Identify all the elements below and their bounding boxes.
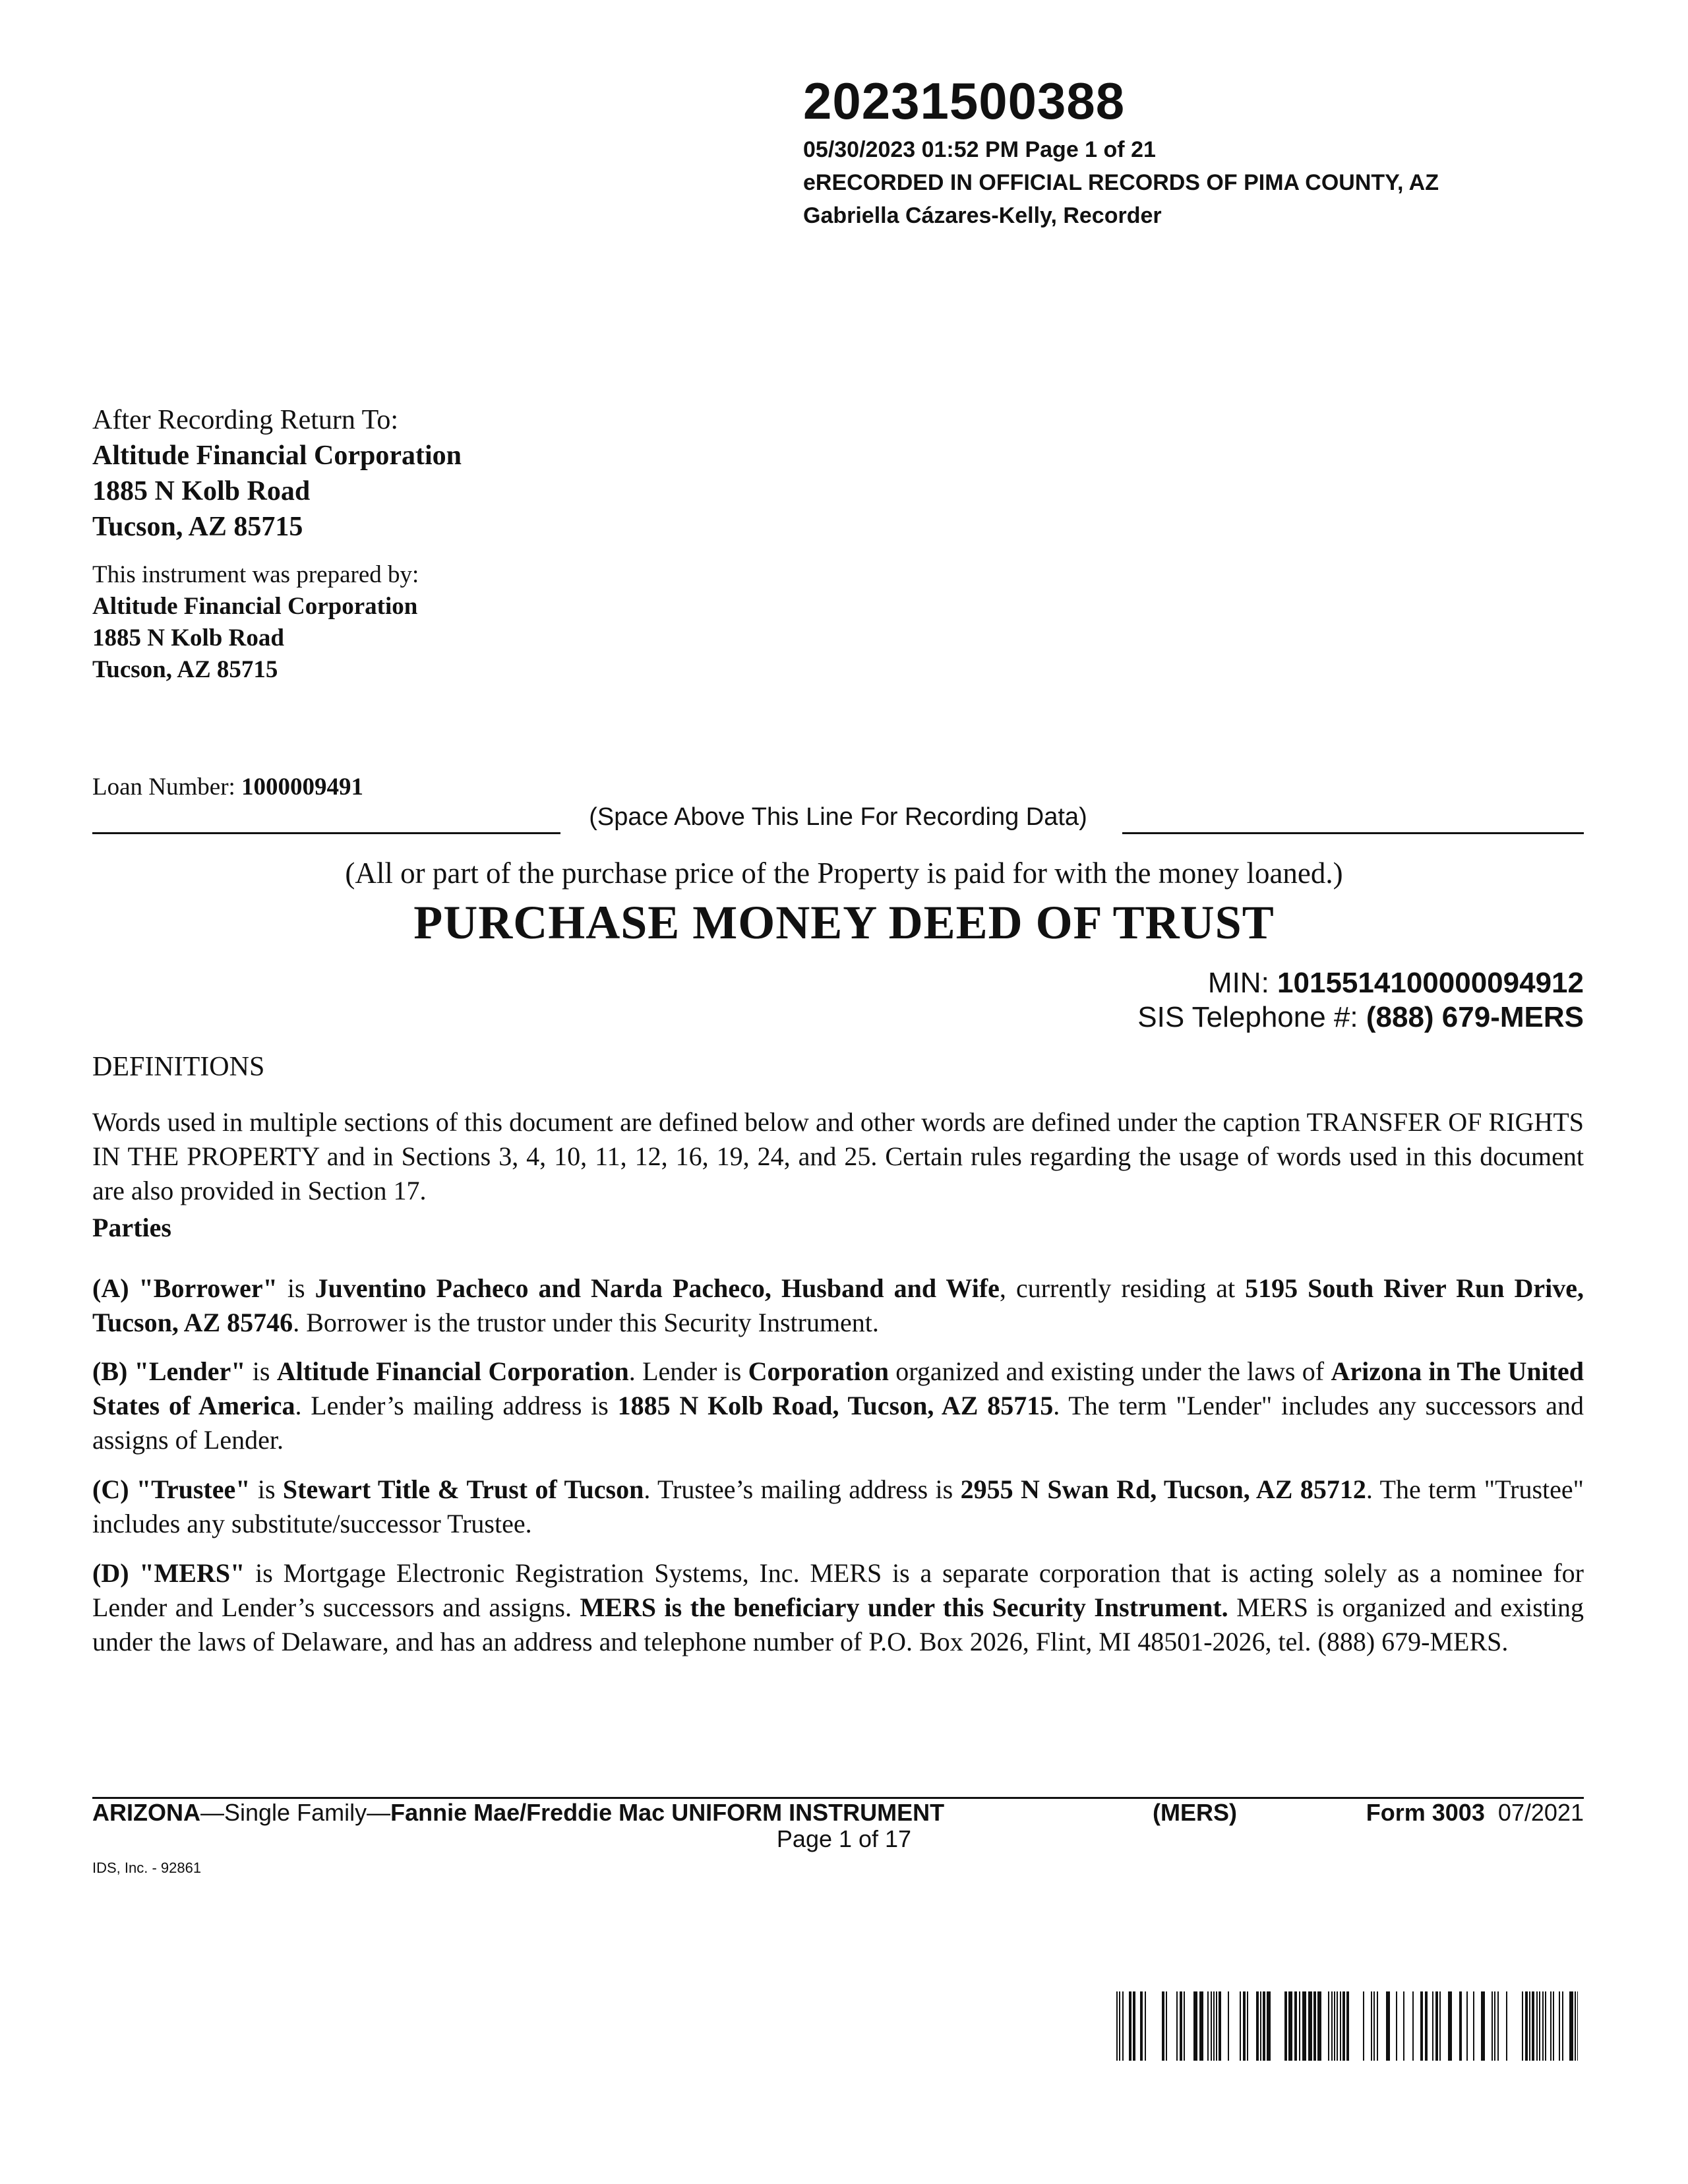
- barcode-bar: [1494, 1991, 1495, 2061]
- party-b-text-5: . The term "Lender" includes any successors and assigns of Lender.: [92, 1391, 1584, 1455]
- party-b-label: (B) "Lender": [92, 1356, 246, 1386]
- barcode-bar: [1575, 1991, 1576, 2061]
- prepared-by-city: Tucson, AZ 85715: [92, 656, 278, 683]
- loan-number-label: Loan Number:: [92, 774, 235, 801]
- barcode-bar: [1532, 1991, 1534, 2061]
- lender-jurisdiction: Arizona in The United States of America: [92, 1356, 1584, 1420]
- barcode-bar: [1216, 1991, 1217, 2061]
- barcode-bar: [1569, 1991, 1573, 2061]
- barcode-bar: [1432, 1991, 1433, 2061]
- barcode-bar: [1284, 1991, 1287, 2061]
- barcode-bar: [1492, 1991, 1493, 2061]
- return-to-block: [92, 402, 462, 545]
- recording-office: eRECORDED IN OFFICIAL RECORDS OF PIMA COUNTY, AZ: [803, 170, 1439, 195]
- barcode-bar: [1545, 1991, 1546, 2061]
- prepared-by-heading: This instrument was prepared by:: [92, 561, 419, 588]
- barcode-bar: [1536, 1991, 1538, 2061]
- barcode-bar: [1140, 1991, 1143, 2061]
- lender-entity: Corporation: [748, 1356, 889, 1386]
- barcode-bar: [1525, 1991, 1528, 2061]
- barcode-bar: [1240, 1991, 1241, 2061]
- barcode-bar: [1529, 1991, 1530, 2061]
- party-d-text-2: MERS is organized and existing under the laws of Delaware, and has an address and telephone number of P.O. Box 2026, Flint, MI 48501-2026, tel. (888) 679-MERS.: [92, 1592, 1584, 1656]
- footer-mers: (MERS): [1153, 1799, 1237, 1826]
- barcode-bar: [1403, 1991, 1404, 2061]
- party-c-text-3: . The term "Trustee" includes any substitute/successor Trustee.: [92, 1474, 1584, 1538]
- barcode-bar: [1553, 1991, 1554, 2061]
- party-b-text-2: . Lender is: [628, 1356, 748, 1386]
- footer-form-number: [1366, 1799, 1584, 1827]
- barcode-bar: [1340, 1991, 1341, 2061]
- barcode-bar: [1133, 1991, 1135, 2061]
- barcode-bar: [1377, 1991, 1378, 2061]
- party-d-text-1: is Mortgage Electronic Registration Systems, Inc. MERS is a separate corporation that is acting solely as a nominee for Lender and Lender’s successors and assigns.: [92, 1558, 1584, 1622]
- return-to-heading: After Recording Return To:: [92, 405, 399, 435]
- recording-datetime-page: 05/30/2023 01:52 PM Page 1 of 21: [803, 137, 1156, 162]
- barcode-bar: [1334, 1991, 1335, 2061]
- min-line: [1208, 967, 1584, 1000]
- barcode-bar: [1122, 1991, 1124, 2061]
- lender-name: Altitude Financial Corporation: [276, 1356, 629, 1386]
- loan-number-line: [92, 773, 363, 801]
- barcode-bar: [1247, 1991, 1248, 2061]
- parties-heading: Parties: [92, 1213, 171, 1242]
- separator-rule-right: [1122, 832, 1584, 834]
- barcode-bar: [1577, 1991, 1578, 2061]
- barcode-bar: [1294, 1991, 1297, 2061]
- return-to-city: Tucson, AZ 85715: [92, 512, 303, 542]
- loan-number: 1000009491: [241, 774, 364, 801]
- barcode-bar: [1299, 1991, 1300, 2061]
- barcode-bar: [1260, 1991, 1261, 2061]
- barcode-bar: [1373, 1991, 1375, 2061]
- sis-label: SIS Telephone #:: [1137, 1001, 1358, 1033]
- barcode-bar: [1459, 1991, 1462, 2061]
- footer-instrument: Fannie Mae/Freddie Mac UNIFORM INSTRUMENT: [390, 1799, 945, 1826]
- barcode-bar: [1213, 1991, 1215, 2061]
- barcode-bar: [1302, 1991, 1306, 2061]
- sis-value: (888) 679-MERS: [1366, 1001, 1584, 1033]
- barcode-bar: [1145, 1991, 1146, 2061]
- lender-address: 1885 N Kolb Road, Tucson, AZ 85715: [617, 1391, 1054, 1420]
- barcode-bar: [1559, 1991, 1560, 2061]
- party-b-text-4: . Lender’s mailing address is: [295, 1391, 618, 1420]
- party-d-mers: [92, 1556, 1584, 1659]
- barcode-bar: [1288, 1991, 1292, 2061]
- barcode-bar: [1228, 1991, 1229, 2061]
- purchase-note: (All or part of the purchase price of the Property is paid for with the money loaned.): [345, 857, 1343, 890]
- barcode-bar: [1180, 1991, 1182, 2061]
- party-a-text-3: . Borrower is the trustor under this Security Instrument.: [293, 1308, 879, 1337]
- prepared-by-block: [92, 559, 419, 686]
- party-a-text-2: , currently residing at: [999, 1273, 1246, 1303]
- barcode-bar: [1119, 1991, 1120, 2061]
- party-b-lender: [92, 1354, 1584, 1457]
- prepared-by-street: 1885 N Kolb Road: [92, 624, 284, 652]
- barcode-bar: [1193, 1991, 1197, 2061]
- barcode-bar: [1542, 1991, 1544, 2061]
- barcode-bar: [1420, 1991, 1423, 2061]
- barcode-bar: [1466, 1991, 1468, 2061]
- barcode-bar: [1473, 1991, 1474, 2061]
- footer-family: —Single Family—: [200, 1799, 391, 1826]
- barcode-bar: [1317, 1991, 1321, 2061]
- barcode-bar: [1550, 1991, 1552, 2061]
- barcode-bar: [1211, 1991, 1212, 2061]
- barcode-bar: [1207, 1991, 1209, 2061]
- party-a-borrower: [92, 1271, 1584, 1340]
- barcode-bar: [1425, 1991, 1428, 2061]
- party-c-label: (C) "Trustee": [92, 1474, 251, 1504]
- document-title: PURCHASE MONEY DEED OF TRUST: [413, 896, 1275, 949]
- barcode-bar: [1328, 1991, 1329, 2061]
- borrower-names: Juventino Pacheco and Narda Pacheco, Husband and Wife: [315, 1273, 1000, 1303]
- barcode-bar: [1439, 1991, 1441, 2061]
- separator-rule-left: [92, 832, 560, 834]
- barcode-bar: [1435, 1991, 1438, 2061]
- barcode-bar: [1166, 1991, 1167, 2061]
- party-b-text-3: organized and existing under the laws of: [888, 1356, 1331, 1386]
- footer-form-date: 07/2021: [1497, 1799, 1584, 1826]
- recorder-name: Gabriella Cázares-Kelly, Recorder: [803, 203, 1162, 228]
- footer-form-description: [92, 1799, 944, 1827]
- barcode-bar: [1199, 1991, 1203, 2061]
- document-number: 20231500388: [803, 72, 1126, 130]
- separator-label: (Space Above This Line For Recording Data): [581, 803, 1095, 831]
- definitions-intro: Words used in multiple sections of this document are defined below and other words are defined under the caption TRANSFER OF RIGHTS IN THE PROPERTY and in Sections 3, 4, 10, 11, 12, 16, 19, 24, and 25. Certain rules regarding the usage of words used in this document are also provided in Section 17.: [92, 1107, 1584, 1205]
- barcode-bar: [1308, 1991, 1312, 2061]
- mers-beneficiary-statement: MERS is the beneficiary under this Security Instrument.: [580, 1592, 1228, 1622]
- return-to-street: 1885 N Kolb Road: [92, 476, 311, 506]
- barcode-bar: [1337, 1991, 1338, 2061]
- barcode-bar: [1162, 1991, 1164, 2061]
- barcode-bar: [1522, 1991, 1523, 2061]
- party-c-text-1: is: [250, 1474, 283, 1504]
- barcode-bar: [1363, 1991, 1364, 2061]
- barcode-bar: [1562, 1991, 1563, 2061]
- barcode-image: [1116, 1991, 1578, 2061]
- party-c-text-2: . Trustee’s mailing address is: [644, 1474, 961, 1504]
- barcode-bar: [1412, 1991, 1414, 2061]
- sis-line: [1137, 1001, 1584, 1034]
- barcode-bar: [1331, 1991, 1333, 2061]
- barcode-bar: [1342, 1991, 1345, 2061]
- barcode-bar: [1481, 1991, 1485, 2061]
- trustee-name: Stewart Title & Trust of Tucson: [282, 1474, 644, 1504]
- barcode-bar: [1267, 1991, 1271, 2061]
- barcode-bar: [1539, 1991, 1540, 2061]
- borrower-address: 5195 South River Run Drive, Tucson, AZ 85746: [92, 1273, 1584, 1337]
- trustee-address: 2955 N Swan Rd, Tucson, AZ 85712: [960, 1474, 1366, 1504]
- min-label: MIN:: [1207, 967, 1269, 999]
- barcode-bar: [1346, 1991, 1349, 2061]
- barcode-bar: [1313, 1991, 1316, 2061]
- party-a-label: (A) "Borrower": [92, 1273, 278, 1303]
- footer-form: Form 3003: [1366, 1799, 1485, 1826]
- barcode-bar: [1396, 1991, 1397, 2061]
- barcode-bar: [1497, 1991, 1499, 2061]
- barcode-bar: [1506, 1991, 1507, 2061]
- barcode-bar: [1116, 1991, 1118, 2061]
- barcode-bar: [1184, 1991, 1185, 2061]
- return-to-name: Altitude Financial Corporation: [92, 440, 462, 471]
- barcode-bar: [1371, 1991, 1372, 2061]
- party-b-text-1: is: [245, 1356, 277, 1386]
- ids-identifier: IDS, Inc. - 92861: [92, 1860, 202, 1876]
- barcode-bar: [1448, 1991, 1452, 2061]
- barcode-bar: [1256, 1991, 1259, 2061]
- footer-state: ARIZONA: [92, 1799, 200, 1826]
- party-d-label: (D) "MERS": [92, 1558, 245, 1588]
- party-c-trustee: [92, 1472, 1584, 1541]
- barcode-bar: [1129, 1991, 1131, 2061]
- barcode-bar: [1219, 1991, 1221, 2061]
- party-a-text-1: is: [277, 1273, 315, 1303]
- barcode-bar: [1176, 1991, 1178, 2061]
- barcode-bar: [1386, 1991, 1390, 2061]
- footer-page-number: Page 1 of 17: [776, 1825, 912, 1852]
- prepared-by-name: Altitude Financial Corporation: [92, 593, 418, 620]
- recording-data-separator: [92, 803, 1584, 843]
- definitions-heading: DEFINITIONS: [92, 1052, 265, 1082]
- barcode-bar: [1263, 1991, 1265, 2061]
- min-value: 1015514100000094912: [1277, 967, 1584, 999]
- barcode-bar: [1243, 1991, 1246, 2061]
